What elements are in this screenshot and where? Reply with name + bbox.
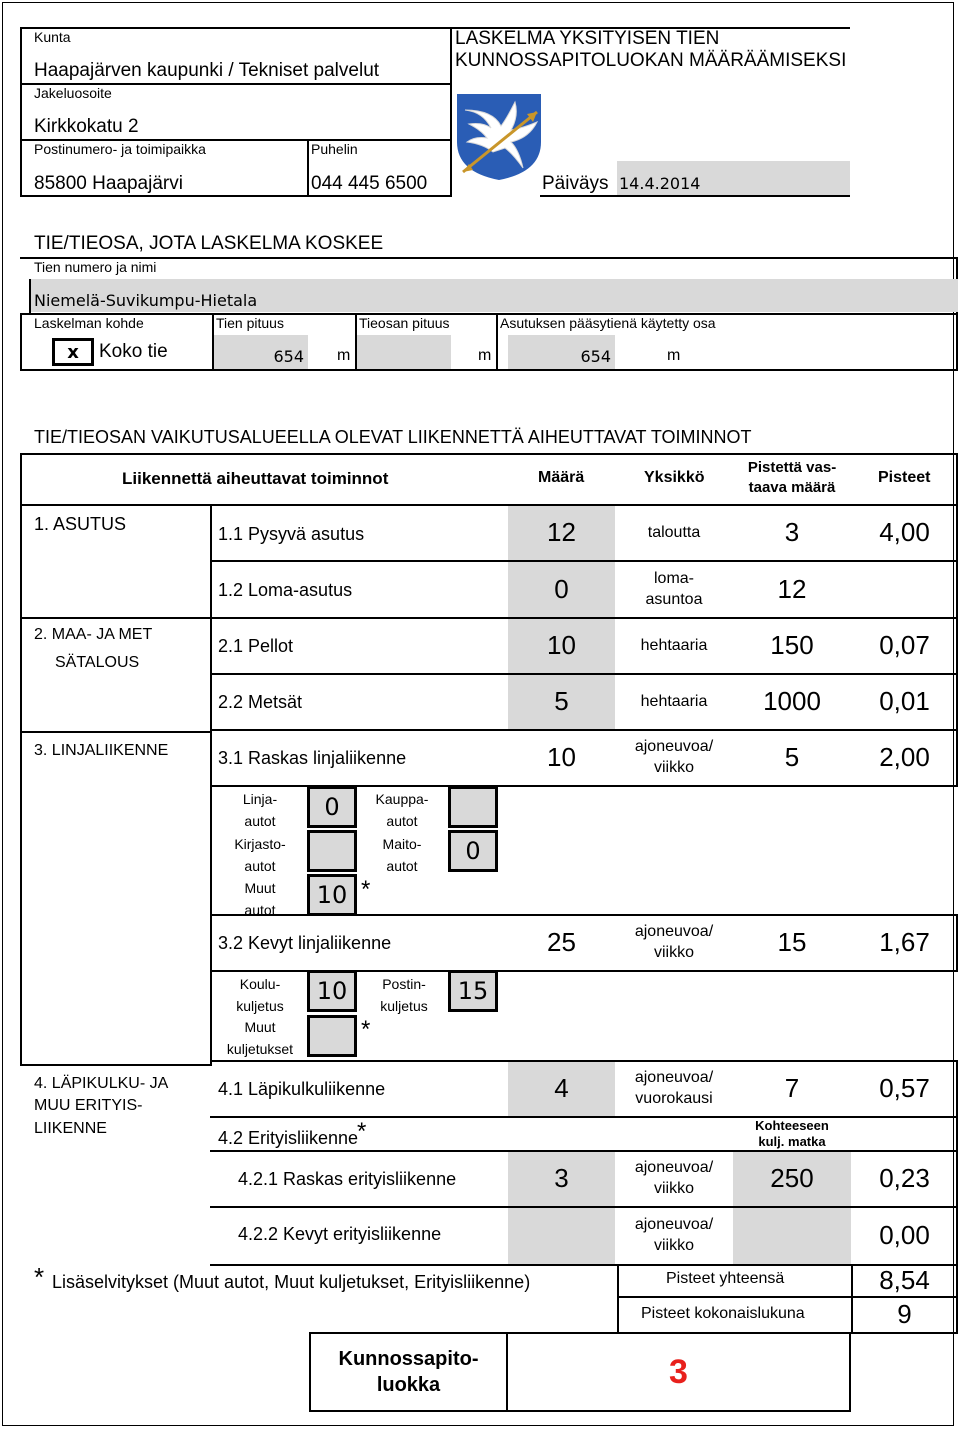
phone-label: Puhelin <box>311 141 358 157</box>
row-heavy-bus-amount: 10 <box>547 742 576 773</box>
row-heavy-bus-per-point: 5 <box>784 742 800 773</box>
postal-label: Postinumero- ja toimipaikka <box>34 141 206 157</box>
whole-road-checkbox[interactable] <box>52 338 94 366</box>
municipality-label: Kunta <box>34 29 71 45</box>
row-permanent-housing-points: 4,00 <box>879 517 930 548</box>
col-header-activity: Liikennettä aiheuttavat toiminnot <box>122 469 389 488</box>
integer-points-label: Pisteet kokonaislukuna <box>641 1305 805 1322</box>
road-length-unit: m <box>337 347 351 364</box>
divider <box>20 617 210 619</box>
total-points-label: Pisteet yhteensä <box>666 1270 785 1287</box>
date-value[interactable]: 14.4.2014 <box>619 174 701 193</box>
row-permanent-housing-amount[interactable]: 12 <box>547 517 576 548</box>
bus-vehicles-label: Linja- autot <box>242 791 278 829</box>
row-fields-label: 2.1 Pellot <box>218 636 294 656</box>
date-label: Päiväys <box>542 173 609 194</box>
row-holiday-housing-amount[interactable]: 0 <box>554 573 569 604</box>
divider <box>496 313 498 371</box>
row-heavy-bus-label: 3.1 Raskas linjaliikenne <box>218 748 407 768</box>
row-heavy-special-amount[interactable]: 3 <box>554 1163 569 1194</box>
road-length-label: Tien pituus <box>216 315 284 331</box>
target-label: Laskelman kohde <box>34 315 144 331</box>
row-light-bus-points: 1,67 <box>879 927 930 958</box>
divider <box>956 914 958 972</box>
divider <box>20 313 958 315</box>
row-through-traffic-per-point: 7 <box>784 1073 800 1104</box>
shop-vehicles-label: Kauppa- autot <box>375 791 429 829</box>
row-permanent-housing-unit: taloutta <box>647 523 701 541</box>
destination-distance-label-2: kulj. matka <box>758 1134 826 1149</box>
divider <box>956 1060 958 1266</box>
special-traffic-star: * <box>357 1118 367 1145</box>
other-vehicles-star: * <box>361 876 371 903</box>
bus-vehicles-input[interactable]: 0 <box>307 786 357 828</box>
shop-vehicles-input[interactable] <box>448 786 498 828</box>
divider <box>20 257 958 259</box>
road-length-value[interactable]: 654 <box>273 347 304 366</box>
section-length-unit: m <box>478 347 492 364</box>
divider <box>540 195 850 197</box>
row-light-bus-label: 3.2 Kevyt linjaliikenne <box>218 933 392 953</box>
total-points-value: 8,54 <box>879 1265 930 1296</box>
activities-section-title: TIE/TIEOSAN VAIKUTUSALUEELLA OLEVAT LIIKENNETTÄ AIHEUTTAVAT TOIMINNOT <box>34 427 752 447</box>
row-fields-amount[interactable]: 10 <box>547 630 576 661</box>
other-vehicles-label: Muut autot <box>244 880 276 918</box>
row-light-special-label: 4.2.2 Kevyt erityisliikenne <box>238 1224 442 1244</box>
row-light-bus-per-point: 15 <box>777 927 807 958</box>
form-title-line2: KUNNOSSAPITOLUOKAN MÄÄRÄÄMISEKSI <box>455 50 847 71</box>
school-transport-input[interactable]: 10 <box>307 970 357 1012</box>
row-forests-per-point: 1000 <box>763 686 821 717</box>
divider <box>20 313 22 371</box>
divider <box>956 1264 958 1334</box>
row-fields-points: 0,07 <box>879 630 930 661</box>
row-holiday-housing-unit: loma- asuntoa <box>645 569 703 608</box>
category-agriculture-line2: SÄTALOUS <box>55 654 140 671</box>
col-header-unit: Yksikkö <box>644 469 705 486</box>
row-light-bus-amount: 25 <box>547 927 576 958</box>
row-heavy-special-label: 4.2.1 Raskas erityisliikenne <box>238 1169 457 1189</box>
row-holiday-housing-per-point: 12 <box>777 573 807 604</box>
row-heavy-bus-unit: ajoneuvoa/ viikko <box>634 738 714 776</box>
address-label: Jakeluosoite <box>34 85 112 101</box>
phone-value: 044 445 6500 <box>311 173 428 194</box>
municipality-value: Haapajärven kaupunki / Tekniset palvelut <box>34 60 380 81</box>
divider <box>956 453 958 786</box>
row-through-traffic-amount[interactable]: 4 <box>554 1073 569 1104</box>
address-value: Kirkkokatu 2 <box>34 116 139 137</box>
road-section-title: TIE/TIEOSA, JOTA LASKELMA KOSKEE <box>34 233 384 254</box>
row-holiday-housing-label: 1.2 Loma-asutus <box>218 580 353 600</box>
maintenance-class-value: 3 <box>669 1352 688 1391</box>
milk-vehicles-input[interactable]: 0 <box>448 830 498 872</box>
milk-vehicles-label: Maito- autot <box>382 836 422 874</box>
maintenance-class-label: Kunnossapito- luokka <box>338 1348 479 1396</box>
divider <box>309 1410 851 1412</box>
row-permanent-housing-per-point: 3 <box>784 517 800 548</box>
library-vehicles-input[interactable] <box>307 830 357 872</box>
other-transport-star: * <box>361 1016 371 1043</box>
divider <box>20 1064 210 1066</box>
row-light-special-per-point[interactable] <box>733 1208 851 1264</box>
category-through-traffic: 4. LÄPIKULKU- JA MUU ERITYIS- LIIKENNE <box>34 1075 169 1137</box>
row-forests-unit: hehtaaria <box>640 692 708 710</box>
row-heavy-special-per-point[interactable]: 250 <box>770 1163 814 1194</box>
used-part-label: Asutuksen pääsytienä käytetty osa <box>500 315 716 331</box>
divider <box>20 369 958 371</box>
col-header-points: Pisteet <box>878 469 931 486</box>
divider <box>617 1264 619 1334</box>
used-length-unit: m <box>667 347 681 364</box>
destination-distance-label-1: Kohteeseen <box>755 1118 829 1133</box>
road-name-value[interactable]: Niemelä-Suvikumpu-Hietala <box>34 291 258 310</box>
checkbox-mark: x <box>67 341 79 363</box>
coat-of-arms-icon <box>453 92 545 182</box>
footnote-star: * <box>34 1262 45 1292</box>
divider <box>20 453 958 455</box>
row-heavy-special-unit: ajoneuvoa/ viikko <box>634 1159 714 1197</box>
row-forests-points: 0,01 <box>879 686 930 717</box>
row-permanent-housing-label: 1.1 Pysyvä asutus <box>218 524 365 544</box>
col-header-per-point: Pistettä vas- taava määrä <box>747 459 837 497</box>
section-length-field-bg <box>357 335 451 369</box>
mail-transport-label: Postin- kuljetus <box>380 976 428 1014</box>
used-length-value[interactable]: 654 <box>580 347 611 366</box>
row-forests-label: 2.2 Metsät <box>218 692 303 712</box>
road-name-label: Tien numero ja nimi <box>34 259 157 275</box>
form-title-line1: LASKELMA YKSITYISEN TIEN <box>455 28 720 49</box>
other-transport-label: Muut kuljetukset <box>226 1019 294 1057</box>
divider <box>29 279 31 313</box>
organization-box <box>20 27 452 197</box>
whole-road-label: Koko tie <box>99 341 168 362</box>
row-light-special-unit: ajoneuvoa/ viikko <box>634 1216 714 1254</box>
row-through-traffic-label: 4.1 Läpikulkuliikenne <box>218 1079 386 1099</box>
other-vehicles-input[interactable]: 10 <box>307 874 357 916</box>
row-through-traffic-unit: ajoneuvoa/ vuorokausi <box>634 1069 714 1107</box>
row-light-special-amount[interactable] <box>508 1208 615 1264</box>
mail-transport-input[interactable]: 15 <box>448 970 498 1012</box>
row-holiday-housing-points <box>853 562 956 617</box>
divider <box>20 731 210 733</box>
row-heavy-special-points: 0,23 <box>879 1163 930 1194</box>
integer-points-value: 9 <box>897 1299 912 1330</box>
school-transport-label: Koulu- kuljetus <box>236 976 284 1014</box>
row-light-bus-unit: ajoneuvoa/ viikko <box>634 923 714 961</box>
section-length-label: Tieosan pituus <box>359 315 450 331</box>
col-header-amount: Määrä <box>538 469 585 486</box>
row-fields-per-point: 150 <box>770 630 814 661</box>
row-heavy-bus-points: 2,00 <box>879 742 930 773</box>
category-bus-traffic: 3. LINJALIIKENNE <box>34 742 169 759</box>
row-fields-unit: hehtaaria <box>640 636 708 654</box>
postal-value: 85800 Haapajärvi <box>34 173 183 194</box>
category-agriculture-line1: 2. MAA- JA MET <box>34 626 153 643</box>
divider <box>307 139 309 197</box>
library-vehicles-label: Kirjasto- autot <box>234 836 286 874</box>
other-transport-input[interactable] <box>307 1015 357 1057</box>
divider <box>849 1332 851 1412</box>
footnote-text: Lisäselvitykset (Muut autot, Muut kuljetukset, Erityisliikenne) <box>52 1272 531 1292</box>
category-housing: 1. ASUTUS <box>34 514 127 534</box>
divider <box>20 453 22 1066</box>
row-through-traffic-points: 0,57 <box>879 1073 930 1104</box>
row-light-special-points: 0,00 <box>879 1220 930 1251</box>
row-forests-amount[interactable]: 5 <box>554 686 569 717</box>
row-special-traffic-label: 4.2 Erityisliikenne <box>218 1128 359 1148</box>
